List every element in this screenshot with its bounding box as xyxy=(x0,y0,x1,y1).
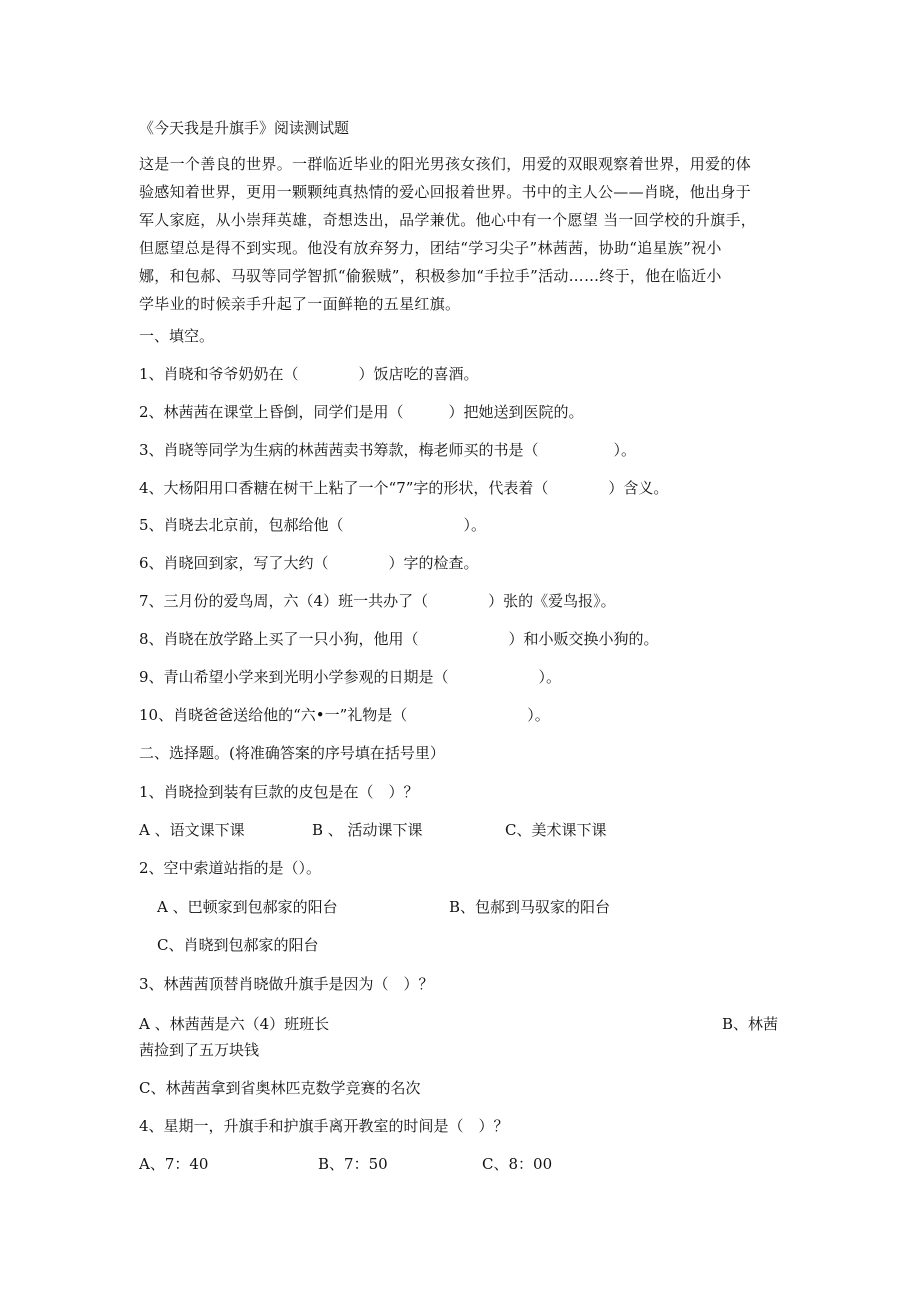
choice-q4-option-c: C、8：00 xyxy=(482,1155,553,1173)
choice-q3-option-c: C、林茜茜拿到省奥林匹克数学竞赛的名次 xyxy=(139,1079,421,1097)
fill-item-4: 4、大杨阳用口香糖在树干上粘了一个“7”字的形状，代表着（ ）含义。 xyxy=(139,479,669,497)
choice-q1-option-b: B 、 活动课下课 xyxy=(312,821,423,839)
choice-q1-stem: 1、肖晓捡到装有巨款的皮包是在（ ）？ xyxy=(139,783,419,801)
fill-item-9: 9、青山希望小学来到光明小学参观的日期是（ ）。 xyxy=(139,668,562,686)
choice-q2-option-b: B、包郝到马驭家的阳台 xyxy=(449,898,611,916)
intro-line: 娜，和包郝、马驭等同学智抓“偷猴贼”，积极参加“手拉手”活动……终于，他在临近小 xyxy=(139,267,722,285)
fill-item-10: 10、肖晓爸爸送给他的“六•一”礼物是（ ）。 xyxy=(139,706,550,724)
document-title: 《今天我是升旗手》阅读测试题 xyxy=(139,119,350,137)
choice-q1-option-a: A 、语文课下课 xyxy=(139,821,245,839)
choice-q4-stem: 4、星期一，升旗手和护旗手离开教室的时间是（ ）？ xyxy=(139,1117,509,1135)
intro-line: 但愿望总是得不到实现。他没有放弃努力，团结“学习尖子”林茜茜，协助“追星族”祝小 xyxy=(139,239,722,257)
choice-q3-option-b: B、林茜 xyxy=(722,1015,779,1033)
fill-item-7: 7、三月份的爱鸟周，六（4）班一共办了（ ）张的《爱鸟报》。 xyxy=(139,592,616,610)
choice-q2-option-a: A 、巴顿家到包郝家的阳台 xyxy=(157,898,338,916)
intro-line: 这是一个善良的世界。一群临近毕业的阳光男孩女孩们，用爱的双眼观察着世界，用爱的体 xyxy=(139,155,752,173)
choice-q3-option-b-continued: 茜捡到了五万块钱 xyxy=(139,1041,260,1059)
intro-line: 验感知着世界，更用一颗颗纯真热情的爱心回报着世界。书中的主人公——肖晓，他出身于 xyxy=(139,183,752,201)
fill-item-5: 5、肖晓去北京前，包郝给他（ ）。 xyxy=(139,516,487,534)
section1-heading: 一、填空。 xyxy=(139,327,215,345)
fill-item-1: 1、肖晓和爷爷奶奶在（ ）饭店吃的喜酒。 xyxy=(139,365,479,383)
choice-q1-option-c: C、美术课下课 xyxy=(505,821,607,839)
fill-item-2: 2、林茜茜在课堂上昏倒，同学们是用（ ）把她送到医院的。 xyxy=(139,403,584,421)
choice-q3-stem: 3、林茜茜顶替肖晓做升旗手是因为（ ）？ xyxy=(139,975,434,993)
intro-line: 军人家庭，从小崇拜英雄，奇想迭出，品学兼优。他心中有一个愿望 当一回学校的升旗手， xyxy=(139,211,757,229)
fill-item-6: 6、肖晓回到家，写了大约（ ）字的检查。 xyxy=(139,554,479,572)
fill-item-8: 8、肖晓在放学路上买了一只小狗，他用（ ）和小贩交换小狗的。 xyxy=(139,630,659,648)
choice-q2-option-c: C、肖晓到包郝家的阳台 xyxy=(157,936,319,954)
intro-line: 学毕业的时候亲手升起了一面鲜艳的五星红旗。 xyxy=(139,295,461,313)
intro-paragraph xyxy=(139,150,789,318)
fill-item-3: 3、肖晓等同学为生病的林茜茜卖书筹款，梅老师买的书是（ ）。 xyxy=(139,441,637,459)
section2-heading: 二、选择题。(将准确答案的序号填在括号里） xyxy=(139,744,445,762)
choice-q3-option-a: A 、林茜茜是六（4）班班长 xyxy=(139,1015,330,1033)
choice-q4-option-a: A、7：40 xyxy=(139,1155,209,1173)
choice-q4-option-b: B、7：50 xyxy=(318,1155,388,1173)
choice-q2-stem: 2、空中索道站指的是（）。 xyxy=(139,859,322,877)
